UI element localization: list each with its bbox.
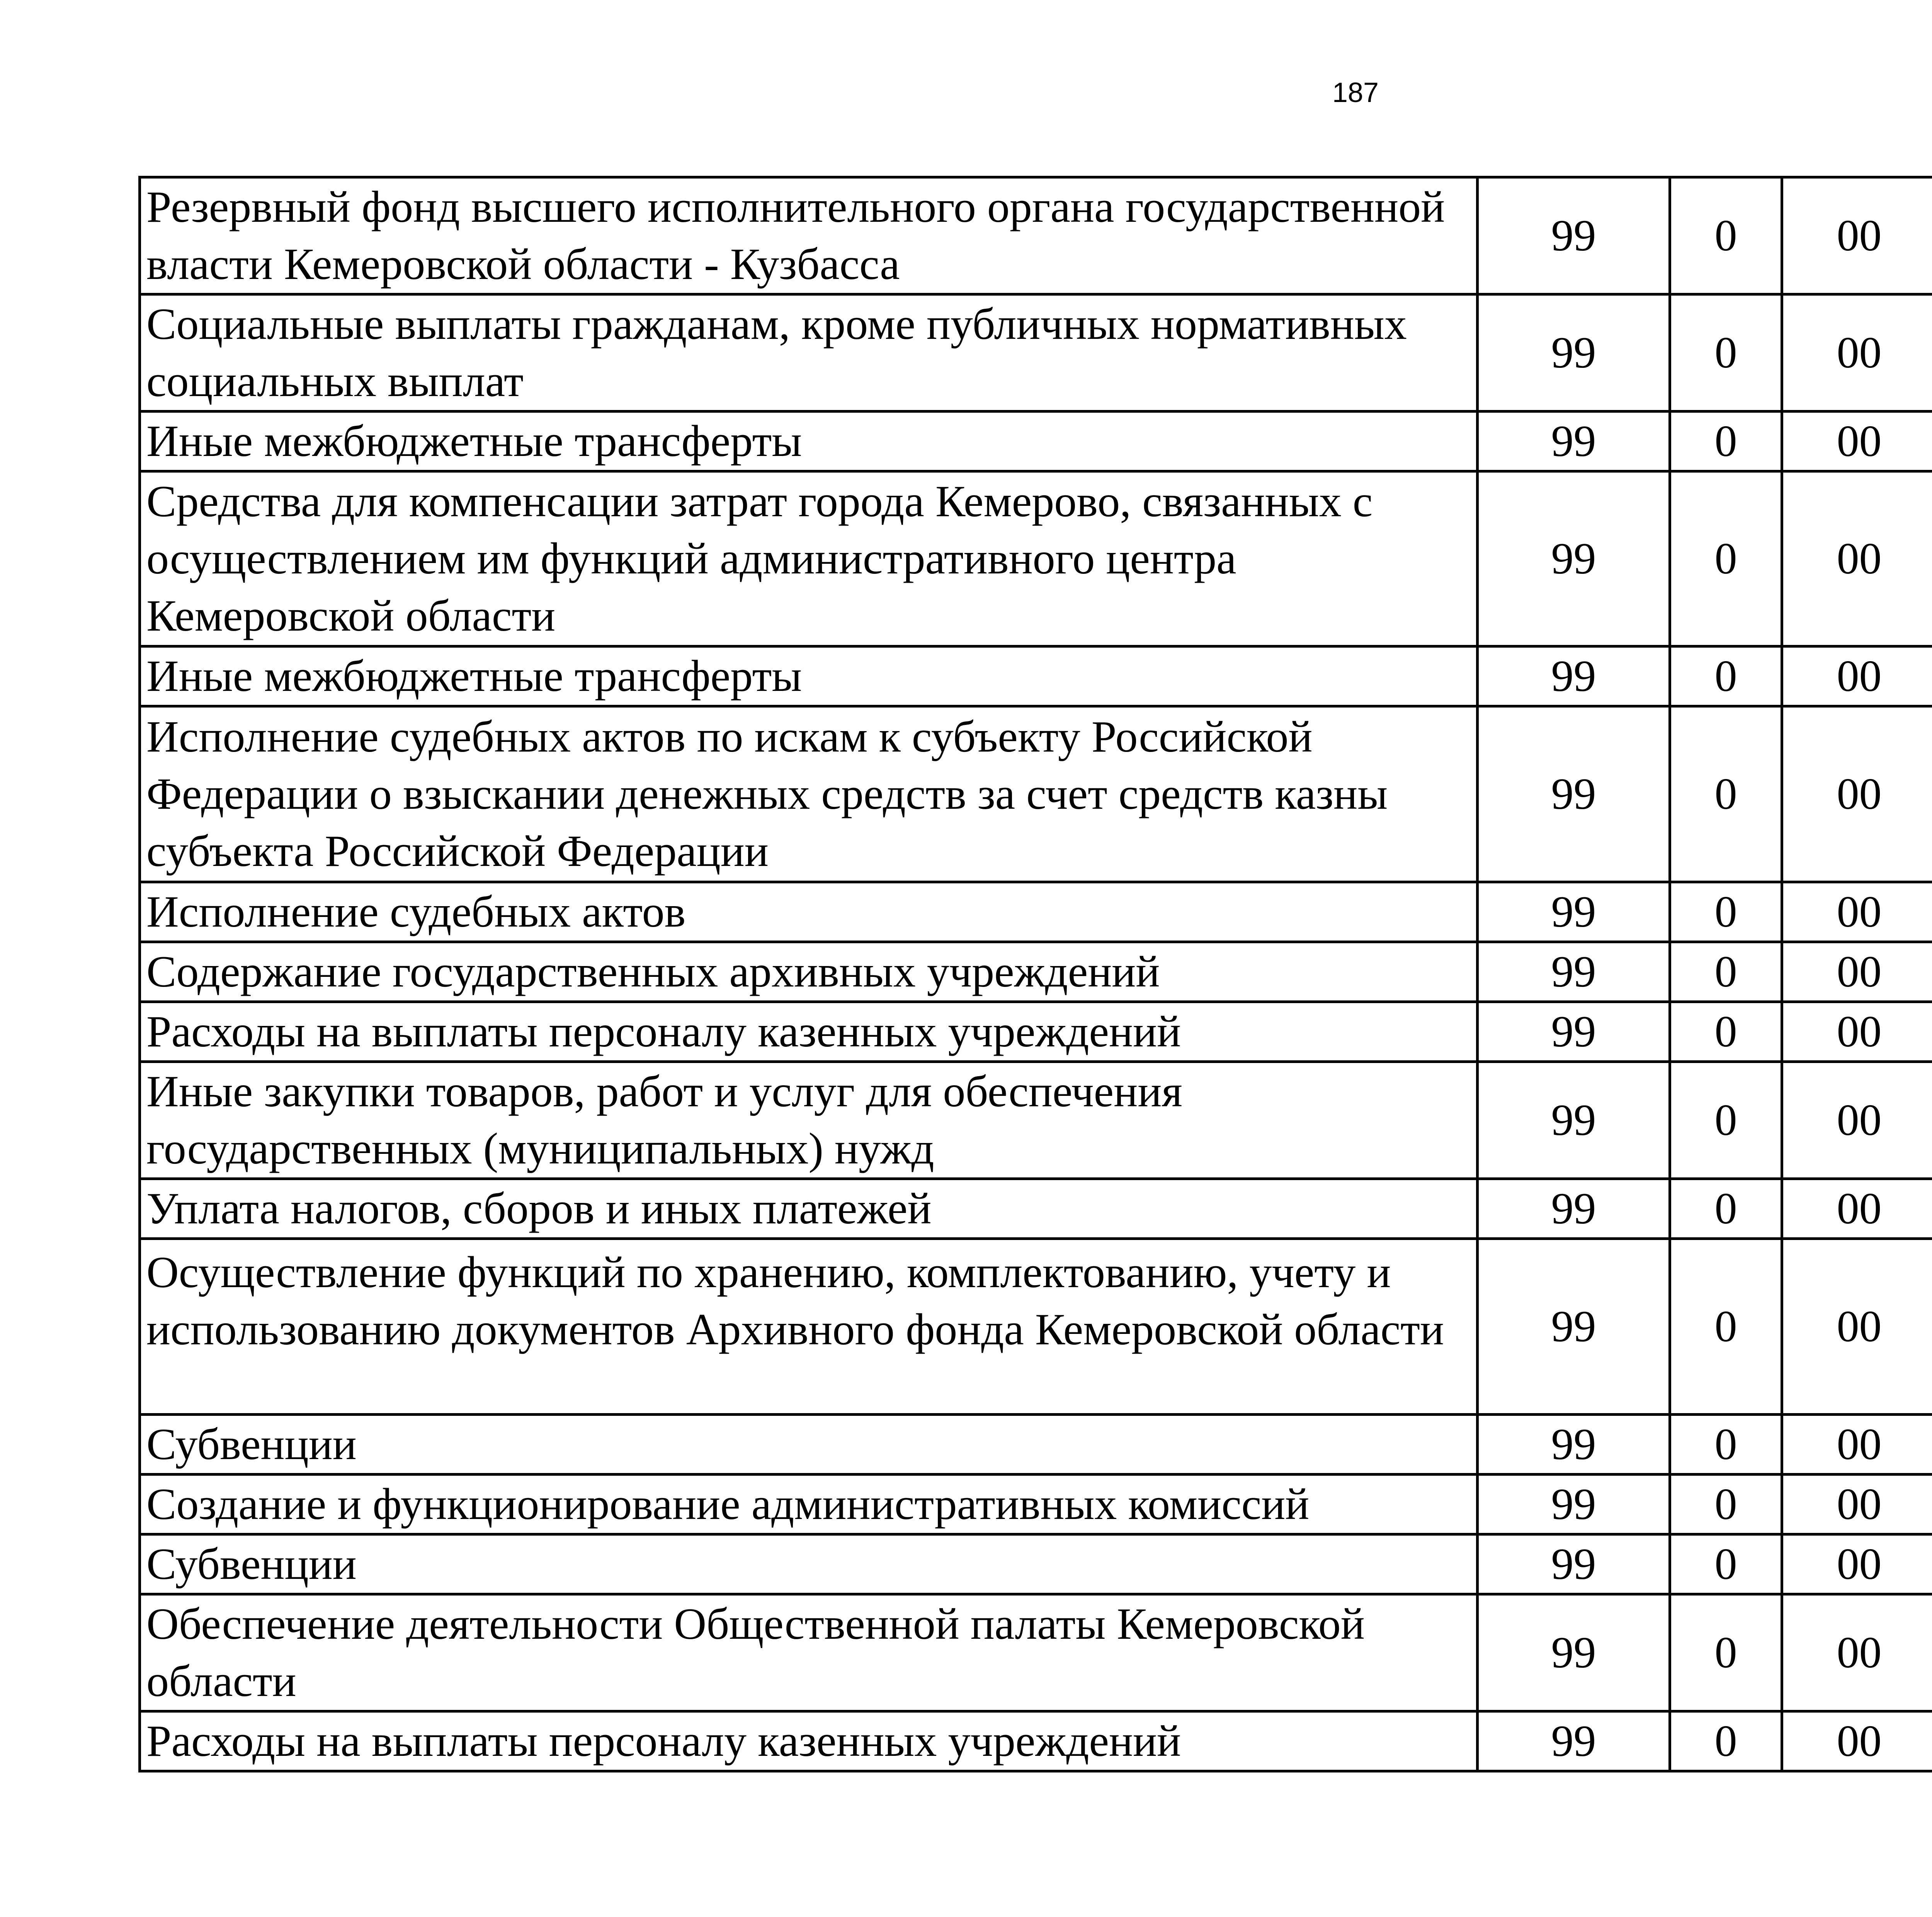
code-main-activity: 00 [1782,646,1932,706]
table-row [140,1239,1932,1415]
code-program: 99 [1478,1179,1670,1239]
code-subprogram: 0 [1670,1475,1782,1534]
page-number: 187 [1332,77,1379,108]
table-row [140,1711,1932,1771]
code-main-activity: 00 [1782,471,1932,646]
expense-name: Уплата налогов, сборов и иных платежей [140,1179,1478,1239]
table-row [140,177,1932,294]
code-subprogram: 0 [1670,706,1782,882]
code-program: 99 [1478,1415,1670,1475]
code-subprogram: 0 [1670,942,1782,1002]
code-subprogram: 0 [1670,1415,1782,1475]
code-program: 99 [1478,706,1670,882]
expense-name: Расходы на выплаты персоналу казенных учреждений [140,1711,1478,1771]
code-subprogram: 0 [1670,1534,1782,1594]
code-main-activity: 00 [1782,1534,1932,1594]
code-main-activity: 00 [1782,882,1932,942]
table-row [140,706,1932,882]
table-row [140,471,1932,646]
code-program: 99 [1478,1534,1670,1594]
expense-name: Расходы на выплаты персоналу казенных учреждений [140,1002,1478,1062]
code-main-activity: 00 [1782,1062,1932,1179]
budget-table [138,176,1932,1772]
code-main-activity: 00 [1782,294,1932,412]
code-subprogram: 0 [1670,646,1782,706]
code-main-activity: 00 [1782,412,1932,471]
code-main-activity: 00 [1782,1475,1932,1534]
code-subprogram: 0 [1670,882,1782,942]
code-main-activity: 00 [1782,177,1932,294]
table-row [140,646,1932,706]
table-row [140,1415,1932,1475]
expense-name: Содержание государственных архивных учреждений [140,942,1478,1002]
expense-name: Субвенции [140,1534,1478,1594]
code-program: 99 [1478,1002,1670,1062]
code-main-activity: 00 [1782,706,1932,882]
expense-name: Иные закупки товаров, работ и услуг для обеспечения государственных (муниципальных) нужд [140,1062,1478,1179]
code-subprogram: 0 [1670,471,1782,646]
code-subprogram: 0 [1670,1594,1782,1711]
code-subprogram: 0 [1670,1002,1782,1062]
code-main-activity: 00 [1782,1711,1932,1771]
code-subprogram: 0 [1670,1711,1782,1771]
expense-name: Исполнение судебных актов по искам к субъекту Российской Федерации о взыскании денежных средств за счет средств казны субъекта Российской Федерации [140,706,1478,882]
code-subprogram: 0 [1670,412,1782,471]
code-subprogram: 0 [1670,294,1782,412]
expense-name: Иные межбюджетные трансферты [140,412,1478,471]
expense-name: Социальные выплаты гражданам, кроме публичных нормативных социальных выплат [140,294,1478,412]
table-row [140,1002,1932,1062]
code-program: 99 [1478,177,1670,294]
expense-name: Создание и функционирование административных комиссий [140,1475,1478,1534]
code-main-activity: 00 [1782,1179,1932,1239]
table-row [140,1179,1932,1239]
code-subprogram: 0 [1670,177,1782,294]
table-row [140,882,1932,942]
code-program: 99 [1478,1239,1670,1415]
table-row [140,942,1932,1002]
code-subprogram: 0 [1670,1062,1782,1179]
table-row [140,1534,1932,1594]
code-program: 99 [1478,294,1670,412]
table-row [140,1062,1932,1179]
code-program: 99 [1478,412,1670,471]
table-row [140,294,1932,412]
code-main-activity: 00 [1782,942,1932,1002]
code-program: 99 [1478,1475,1670,1534]
code-main-activity: 00 [1782,1002,1932,1062]
table-row [140,1475,1932,1534]
code-main-activity: 00 [1782,1415,1932,1475]
expense-name: Исполнение судебных актов [140,882,1478,942]
code-main-activity: 00 [1782,1239,1932,1415]
code-program: 99 [1478,1711,1670,1771]
code-subprogram: 0 [1670,1179,1782,1239]
table-row [140,1594,1932,1711]
expense-name: Средства для компенсации затрат города Кемерово, связанных с осуществлением им функций административного центра Кемеровской области [140,471,1478,646]
code-program: 99 [1478,471,1670,646]
code-program: 99 [1478,1594,1670,1711]
expense-name: Осуществление функций по хранению, комплектованию, учету и использованию документов Архивного фонда Кемеровской области [140,1239,1478,1415]
code-program: 99 [1478,882,1670,942]
code-main-activity: 00 [1782,1594,1932,1711]
code-program: 99 [1478,942,1670,1002]
expense-name: Обеспечение деятельности Общественной палаты Кемеровской области [140,1594,1478,1711]
code-program: 99 [1478,646,1670,706]
table-row [140,412,1932,471]
expense-name: Субвенции [140,1415,1478,1475]
expense-name: Иные межбюджетные трансферты [140,646,1478,706]
code-program: 99 [1478,1062,1670,1179]
code-subprogram: 0 [1670,1239,1782,1415]
expense-name: Резервный фонд высшего исполнительного органа государственной власти Кемеровской области - Кузбасса [140,177,1478,294]
